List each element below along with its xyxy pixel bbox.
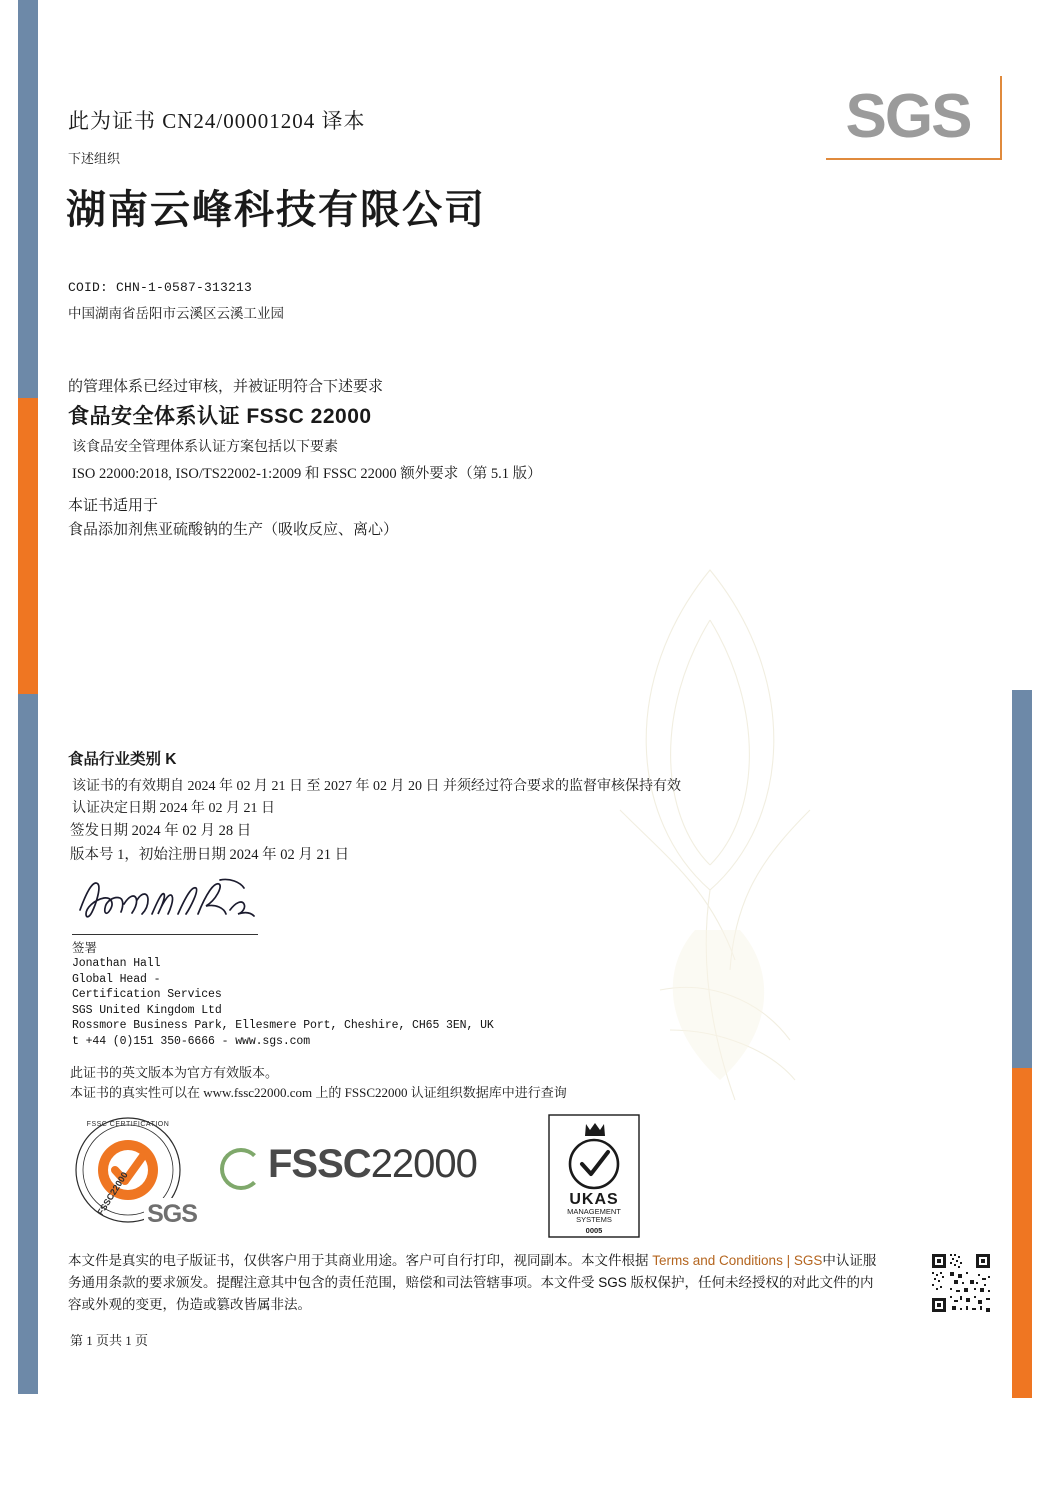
fssc-22000-wordmark bbox=[220, 1142, 490, 1202]
decorative-bar-left-orange bbox=[18, 398, 38, 696]
svg-text:FSSC22000: FSSC22000 bbox=[95, 1170, 130, 1218]
svg-text:0005: 0005 bbox=[585, 1226, 603, 1235]
version-and-registration: 版本号 1，初始注册日期 2024 年 02 月 21 日 bbox=[70, 847, 350, 863]
ukas-accreditation-mark bbox=[546, 1112, 642, 1240]
signature-rule bbox=[72, 934, 258, 935]
scheme-title: 食品安全体系认证 FSSC 22000 bbox=[68, 405, 372, 428]
scheme-note: 该食品安全管理体系认证方案包括以下要素 bbox=[72, 438, 338, 454]
food-category: 食品行业类别 K bbox=[68, 751, 177, 768]
issue-date: 签发日期 2024 年 02 月 28 日 bbox=[70, 823, 252, 839]
standards-line: ISO 22000:2018, ISO/TS22002-1:2009 和 FSSC 22000 额外要求（第 5.1 版） bbox=[72, 466, 542, 482]
svg-text:SGS: SGS bbox=[147, 1200, 197, 1228]
scope-text: 食品添加剂焦亚硫酸钠的生产（吸收反应、离心） bbox=[68, 521, 399, 538]
svg-text:SYSTEMS: SYSTEMS bbox=[576, 1215, 612, 1224]
certificate-translation-line: 此为证书 CN24/00001204 译本 bbox=[68, 109, 366, 133]
certification-decision-date: 认证决定日期 2024 年 02 月 21 日 bbox=[72, 801, 275, 816]
decorative-bar-right-orange bbox=[1012, 1068, 1032, 1398]
signature-label: 签署 bbox=[72, 941, 98, 955]
sgs-logo-rule-horizontal bbox=[826, 158, 1002, 160]
footer-disclaimer bbox=[68, 1250, 878, 1316]
watermark-graphic bbox=[560, 560, 920, 1120]
sgs-logo-rule-vertical bbox=[1000, 76, 1002, 158]
footer-text-part2: 中认证服务通用条款的要求颁发。提醒注意其中包含的责任范围，赔偿和司法管辖事项。本文件受 SGS 版权保护，任何未经授权的对此文件的内容或外观的变更，伪造或篡改皆属非法。 bbox=[68, 1253, 877, 1312]
certification-marks bbox=[68, 1112, 688, 1242]
signatory-details bbox=[72, 956, 494, 1049]
intro-text: 的管理体系已经过审核，并被证明符合下述要求 bbox=[68, 378, 384, 395]
svg-text:MANAGEMENT: MANAGEMENT bbox=[567, 1207, 621, 1216]
fssc-wordmark-number: 22000 bbox=[370, 1142, 477, 1186]
decorative-bar-left-blue-bottom bbox=[18, 694, 38, 1394]
applies-label: 本证书适用于 bbox=[68, 497, 159, 514]
company-address: 中国湖南省岳阳市云溪区云溪工业园 bbox=[68, 306, 284, 321]
signatory-company: SGS United Kingdom Ltd bbox=[72, 1003, 222, 1017]
fssc-wordmark-bold: FSSC bbox=[268, 1142, 371, 1186]
signatory-name: Jonathan Hall bbox=[72, 957, 161, 970]
footer-separator: | SGS bbox=[782, 1253, 823, 1268]
verification-qr-code[interactable] bbox=[930, 1252, 992, 1314]
sgs-logo-text: SGS bbox=[845, 82, 971, 151]
signatory-address: Rossmore Business Park, Ellesmere Port, Cheshire, CH65 3EN, UK bbox=[72, 1019, 494, 1032]
svg-text:UKAS: UKAS bbox=[569, 1191, 619, 1208]
fssc-ring-icon bbox=[220, 1148, 262, 1190]
svg-text:FSSC CERTIFICATION: FSSC CERTIFICATION bbox=[86, 1121, 170, 1128]
signatory-title-line2: Certification Services bbox=[72, 988, 222, 1001]
signatory-title-line1: Global Head - bbox=[72, 972, 161, 986]
fssc-sgs-badge-icon bbox=[68, 1112, 204, 1238]
page-number: 第 1 页共 1 页 bbox=[70, 1333, 149, 1348]
coid-line: COID: CHN-1-0587-313213 bbox=[68, 280, 253, 295]
signatory-contact: t +44 (0)151 350-6666 - www.sgs.com bbox=[72, 1034, 311, 1048]
validity-period: 该证书的有效期自 2024 年 02 月 21 日 至 2027 年 02 月 20 日 并须经过符合要求的监督审核保持有效 bbox=[72, 779, 681, 794]
terms-and-conditions-link[interactable]: Terms and Conditions bbox=[652, 1253, 783, 1268]
verification-note: 本证书的真实性可以在 www.fssc22000.com 上的 FSSC22000 认证组织数据库中进行查询 bbox=[70, 1085, 567, 1100]
sgs-logo bbox=[818, 74, 998, 160]
footer-text-part1: 本文件是真实的电子版证书，仅供客户用于其商业用途。客户可自行打印，视同副本。本文件根据 bbox=[68, 1253, 653, 1268]
company-name: 湖南云峰科技有限公司 bbox=[66, 188, 486, 232]
decorative-bar-left-blue-top bbox=[18, 0, 38, 400]
organisation-label: 下述组织 bbox=[68, 151, 121, 166]
decorative-bar-right-blue bbox=[1012, 690, 1032, 1070]
handwritten-signature bbox=[74, 870, 274, 930]
official-version-note: 此证书的英文版本为官方有效版本。 bbox=[70, 1065, 279, 1080]
